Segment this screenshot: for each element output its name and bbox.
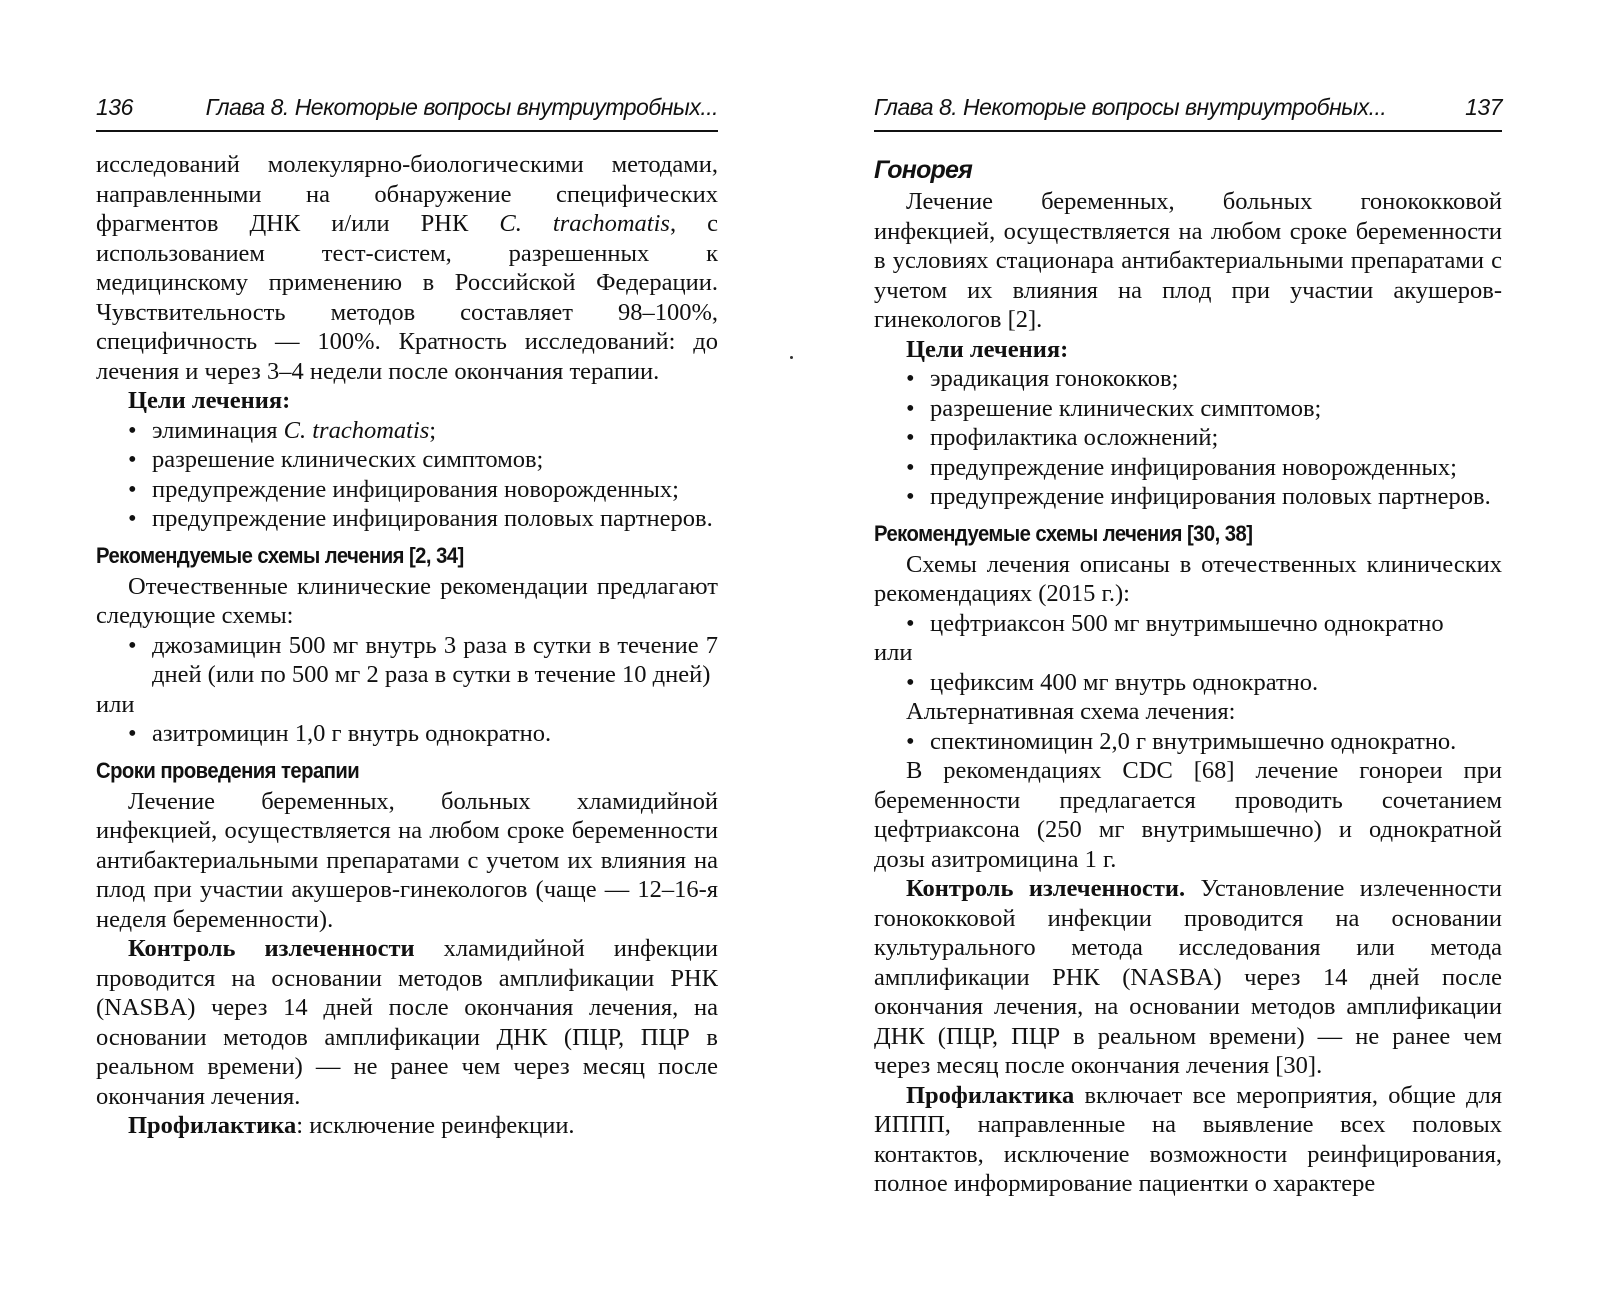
control-paragraph bbox=[874, 874, 1502, 1081]
goals-heading: Цели лечения: bbox=[906, 335, 1069, 363]
control-label: Контроль излеченности bbox=[128, 935, 415, 962]
or-text: или bbox=[874, 639, 913, 666]
prophylaxis-label: Профилактика bbox=[128, 1112, 297, 1139]
species-name: C. trachomatis bbox=[499, 210, 670, 237]
page-number: 136 bbox=[96, 93, 133, 120]
intro-text: исследований молекулярно-биологическими методами, направленными на обнаружение специфических фрагментов ДНК и/или РНК bbox=[96, 151, 718, 237]
goals-list bbox=[96, 416, 718, 534]
intro-text-cont: , с использованием тест-систем, разрешенных к медицинскому применению в Российской Федерации. Чувствительность методов составляет 98–100%, специфичность — 100%. Кратность исследований: до лечения и через 3–4 недели после окончания терапии. bbox=[96, 210, 718, 385]
species-name: C. trachomatis bbox=[283, 416, 430, 444]
timing-heading: Сроки проведения терапии bbox=[96, 757, 360, 783]
list-item: • разрешение клинических симптомов; bbox=[128, 445, 718, 475]
prophylaxis-paragraph bbox=[874, 1081, 1502, 1199]
prophylaxis-text: включает все мероприятия, общие для ИППП, направленные на выявление всех половых контактов, исключение возможности реинфицирования, полное информирование пациентки о характере bbox=[874, 1081, 1502, 1197]
intro-paragraph: Лечение беременных, больных гонококковой инфекцией, осуществляется на любом сроке беременности в условиях стационара антибактериальными препаратами с учетом их влияния на плод при участии акушеров-гинекологов [2]. bbox=[874, 188, 1502, 333]
list-item: • профилактика осложнений; bbox=[906, 423, 1502, 453]
running-header bbox=[96, 88, 718, 132]
control-paragraph bbox=[96, 934, 718, 1111]
list-item: • цефтриаксон 500 мг внутримышечно однократно bbox=[906, 609, 1502, 639]
prophylaxis-paragraph bbox=[96, 1111, 718, 1141]
left-page bbox=[96, 0, 718, 1316]
list-item: • эрадикация гонококков; bbox=[906, 364, 1502, 394]
list-item: • джозамицин 500 мг внутрь 3 раза в сутки в течение 7 дней (или по 500 мг 2 раза в сутки в течение 10 дней) bbox=[128, 631, 718, 690]
intro-paragraph bbox=[96, 150, 718, 386]
schemes-list-alt bbox=[96, 719, 718, 749]
schemes-intro: Схемы лечения описаны в отечественных клинических рекомендациях (2015 г.): bbox=[874, 550, 1502, 607]
alt-heading: Альтернативная схема лечения: bbox=[906, 698, 1236, 725]
running-header bbox=[874, 88, 1502, 132]
list-item bbox=[128, 416, 718, 446]
schemes-intro: Отечественные клинические рекомендации предлагают следующие схемы: bbox=[96, 572, 718, 629]
goal-punct: ; bbox=[429, 416, 437, 444]
timing-paragraph: Лечение беременных, больных хламидийной инфекцией, осуществляется на любом сроке беременности антибактериальными препаратами с учетом их влияния на плод при участии акушеров-гинекологов (чаще — 12–16-я неделя беременности). bbox=[96, 787, 718, 933]
running-head-title: Глава 8. Некоторые вопросы внутриутробных... bbox=[874, 93, 1387, 120]
schemes-heading: Рекомендуемые схемы лечения [30, 38] bbox=[874, 520, 1253, 546]
list-item: • разрешение клинических симптомов; bbox=[906, 394, 1502, 424]
control-text: Установление излеченности гонококковой инфекции проводится на основании культурального метода исследования или метода амплификации РНК (NASBA) через 14 дней после окончания лечения, на основании методов амплификации ДНК (ПЦР, ПЦР в реальном времени) — не ранее чем через месяц после окончания лечения [30]. bbox=[874, 875, 1502, 1079]
section-title: Гонорея bbox=[874, 156, 973, 184]
right-page bbox=[874, 0, 1502, 1316]
prophylaxis-label: Профилактика bbox=[906, 1081, 1075, 1109]
schemes-list bbox=[874, 609, 1502, 639]
list-item: • предупреждение инфицирования новорожденных; bbox=[906, 453, 1502, 483]
list-item: • предупреждение инфицирования половых партнеров. bbox=[906, 482, 1502, 512]
alt-schemes-list bbox=[874, 727, 1502, 757]
control-text: хламидийной инфекции проводится на основании методов амплификации РНК (NASBA) через 14 дней после окончания лечения, на основании методов амплификации ДНК (ПЦР, ПЦР в реальном времени) — не ранее чем через месяц после окончания лечения. bbox=[96, 935, 718, 1110]
schemes-list bbox=[96, 631, 718, 690]
page-number: 137 bbox=[1465, 93, 1502, 120]
list-item: • предупреждение инфицирования новорожденных; bbox=[128, 475, 718, 505]
list-item: • предупреждение инфицирования половых партнеров. bbox=[128, 504, 718, 534]
schemes-heading: Рекомендуемые схемы лечения [2, 34] bbox=[96, 542, 464, 568]
scan-speck bbox=[790, 356, 793, 359]
page-body bbox=[96, 150, 718, 1141]
or-text: или bbox=[96, 690, 135, 718]
prophylaxis-text: : исключение реинфекции. bbox=[296, 1112, 575, 1139]
goal-text: элиминация bbox=[152, 416, 284, 444]
list-item: • спектиномицин 2,0 г внутримышечно однократно. bbox=[906, 727, 1502, 757]
list-item: • азитромицин 1,0 г внутрь однократно. bbox=[128, 719, 718, 749]
cdc-paragraph: В рекомендациях CDC [68] лечение гонореи при беременности предлагается проводить сочетанием цефтриаксона (250 мг внутримышечно) и однократной дозы азитромицина 1 г. bbox=[874, 757, 1502, 873]
schemes-list-alt bbox=[874, 668, 1502, 698]
list-item: • цефиксим 400 мг внутрь однократно. bbox=[906, 668, 1502, 698]
goals-list bbox=[874, 364, 1502, 512]
page-body bbox=[874, 155, 1502, 1199]
running-head-title: Глава 8. Некоторые вопросы внутриутробных... bbox=[205, 93, 718, 120]
control-label: Контроль излеченности. bbox=[906, 875, 1186, 902]
goals-heading: Цели лечения: bbox=[128, 387, 291, 414]
